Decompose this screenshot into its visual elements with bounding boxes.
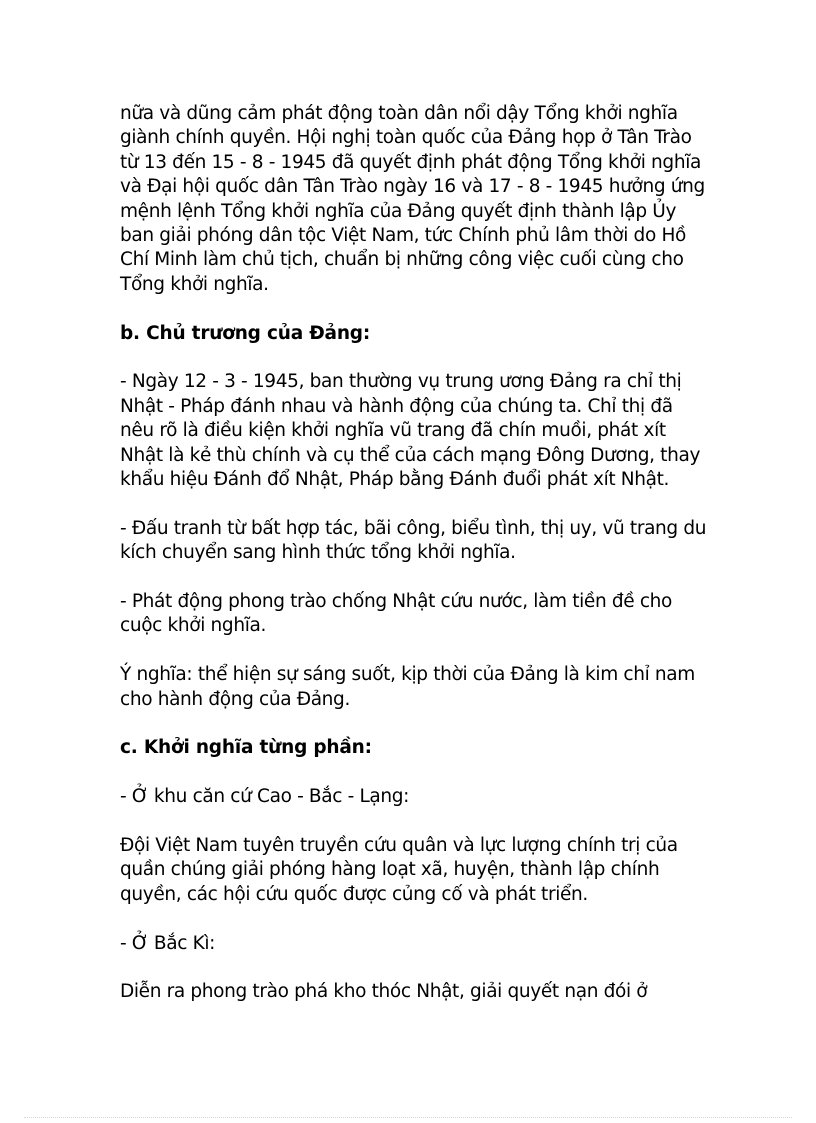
section-b-paragraph: Ý nghĩa: thể hiện sự sáng suốt, kịp thời của Đảng là kim chỉ nam cho hành động của Đảng. — [120, 664, 695, 710]
section-b-heading: b. Chủ trương của Đảng: — [120, 322, 371, 344]
section-b-paragraph: - Ngày 12 - 3 - 1945, ban thường vụ trung ương Đảng ra chỉ thị Nhật - Pháp đánh nhau và hành động của chúng ta. Chỉ thị đã nêu rõ là điều kiện khởi nghĩa vũ trang đã chín muồi, phát xít Nhật là kẻ thù chính và cụ thể của cách mạng Đông Dương, thay khẩu hiệu Đánh đổ Nhật, Pháp bằng Đánh đuổi phát xít Nhật. — [120, 371, 701, 491]
section-c-paragraph: - Ở khu căn cứ Cao - Bắc - Lạng: — [120, 786, 410, 808]
section-c-paragraph: Đội Việt Nam tuyên truyền cứu quân và lực lượng chính trị của quần chúng giải phóng hàng loạt xã, huyện, thành lập chính quyền, các hội cứu quốc được củng cố và phát triển. — [120, 835, 678, 905]
paragraph-gap — [120, 712, 710, 736]
section-c-paragraph: - Ở Bắc Kì: — [120, 932, 216, 954]
paragraph-gap — [120, 492, 710, 516]
section-c-heading: c. Khởi nghĩa từng phần: — [120, 737, 372, 759]
section-b-paragraph: - Phát động phong trào chống Nhật cứu nước, làm tiền đề cho cuộc khởi nghĩa. — [120, 591, 672, 637]
paragraph-gap — [120, 810, 710, 834]
page-bottom-divider — [24, 1117, 792, 1118]
paragraph-gap — [120, 761, 710, 785]
section-b-paragraph: - Đấu tranh từ bất hợp tác, bãi công, biểu tình, thị uy, vũ trang du kích chuyển sang hình thức tổng khởi nghĩa. — [120, 517, 707, 564]
intro-paragraph: nữa và dũng cảm phát động toàn dân nổi dậy Tổng khởi nghĩa giành chính quyền. Hội nghị toàn quốc của Đảng họp ở Tân Trào từ 13 đến 15 - 8 - 1945 đã quyết định phát động Tổng khởi nghĩa và Đại hội quốc dân Tân Trào ngày 16 và 17 - 8 - 1945 hưởng ứng mệnh lệnh Tổng khởi nghĩa của Đảng quyết định thành lập Ủy ban giải phóng dân tộc Việt Nam, tức Chính phủ lâm thời do Hồ Chí Minh làm chủ tịch, chuẩn bị những công việc cuối cùng cho Tổng khởi nghĩa. — [120, 103, 705, 295]
paragraph-gap — [120, 346, 710, 370]
paragraph-gap — [120, 907, 710, 931]
paragraph-gap — [120, 956, 710, 980]
paragraph-gap — [120, 297, 710, 321]
section-c-paragraph: Diễn ra phong trào phá kho thóc Nhật, giải quyết nạn đói ở — [120, 981, 648, 1003]
paragraph-gap — [120, 639, 710, 663]
paragraph-gap — [120, 566, 710, 590]
document-page — [120, 102, 710, 1005]
